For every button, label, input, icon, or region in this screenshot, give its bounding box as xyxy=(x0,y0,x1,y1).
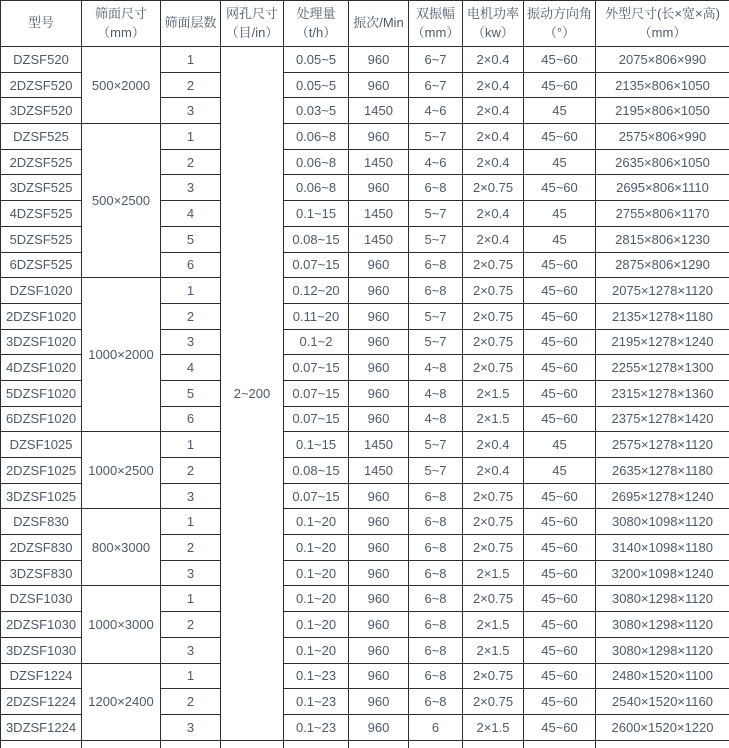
screen-size-cell: 800×3000 xyxy=(82,509,161,586)
angle-cell: 45~60 xyxy=(524,72,596,98)
dimensions-cell: 2875×806×1290 xyxy=(596,252,729,278)
power-cell: 2×0.75 xyxy=(463,689,524,715)
frequency-cell: 960 xyxy=(349,612,409,638)
angle-cell: 45~60 xyxy=(524,560,596,586)
table-row xyxy=(1,124,729,150)
layers-cell: 3 xyxy=(161,329,221,355)
capacity-cell: 0.1~20 xyxy=(284,612,349,638)
amplitude-cell: 5~7 xyxy=(409,226,463,252)
frequency-cell: 960 xyxy=(349,72,409,98)
layers-cell: 3 xyxy=(161,714,221,740)
header-dimensions: 外型尺寸(长×宽×高) （mm） xyxy=(596,1,729,47)
header-frequency xyxy=(349,1,409,47)
angle-cell: 45~60 xyxy=(524,329,596,355)
frequency-cell: 1450 xyxy=(349,98,409,124)
dimensions-cell: 2195×1278×1240 xyxy=(596,329,729,355)
capacity-cell: 0.12~20 xyxy=(284,278,349,304)
amplitude-cell: 5~7 xyxy=(409,458,463,484)
dimensions-cell: 2480×1520×1100 xyxy=(596,663,729,689)
power-cell: 2×0.4 xyxy=(463,458,524,484)
amplitude-cell: 6~8 xyxy=(409,175,463,201)
model-cell: 5DZSF1020 xyxy=(1,380,82,406)
angle-cell: 45~60 xyxy=(524,303,596,329)
empty-cell xyxy=(409,740,463,748)
model-cell: 2DZSF1224 xyxy=(1,689,82,715)
capacity-cell: 0.07~15 xyxy=(284,380,349,406)
power-cell: 2×0.4 xyxy=(463,124,524,150)
capacity-cell: 0.06~8 xyxy=(284,175,349,201)
capacity-cell: 0.07~15 xyxy=(284,252,349,278)
angle-cell: 45~60 xyxy=(524,637,596,663)
frequency-cell: 960 xyxy=(349,252,409,278)
dimensions-cell: 2635×806×1050 xyxy=(596,149,729,175)
capacity-cell: 0.06~8 xyxy=(284,149,349,175)
power-cell: 2×1.5 xyxy=(463,637,524,663)
angle-cell: 45~60 xyxy=(524,252,596,278)
amplitude-cell: 6~8 xyxy=(409,637,463,663)
header-power-label: 电机功率 xyxy=(466,5,519,21)
frequency-cell: 960 xyxy=(349,535,409,561)
power-cell: 2×1.5 xyxy=(463,612,524,638)
model-cell: 2DZSF1030 xyxy=(1,612,82,638)
frequency-cell: 960 xyxy=(349,483,409,509)
amplitude-cell: 5~7 xyxy=(409,201,463,227)
power-cell: 2×0.4 xyxy=(463,72,524,98)
header-model-label: 型号 xyxy=(27,15,54,31)
dimensions-cell: 2195×806×1050 xyxy=(596,98,729,124)
table-row xyxy=(1,663,729,689)
header-amplitude-label: 双振幅 xyxy=(415,5,455,21)
layers-cell: 1 xyxy=(161,432,221,458)
layers-cell: 3 xyxy=(161,175,221,201)
model-cell: 4DZSF525 xyxy=(1,201,82,227)
capacity-cell: 0.06~8 xyxy=(284,124,349,150)
frequency-cell: 960 xyxy=(349,406,409,432)
layers-cell: 2 xyxy=(161,535,221,561)
angle-cell: 45 xyxy=(524,201,596,227)
mesh-size-cell: 2~200 xyxy=(221,47,284,741)
empty-cell xyxy=(161,740,221,748)
power-cell: 2×0.75 xyxy=(463,355,524,381)
frequency-cell: 960 xyxy=(349,329,409,355)
header-model xyxy=(1,1,82,47)
power-cell: 2×0.4 xyxy=(463,149,524,175)
power-cell: 2×1.5 xyxy=(463,560,524,586)
amplitude-cell: 6~8 xyxy=(409,612,463,638)
power-cell: 2×0.75 xyxy=(463,535,524,561)
dimensions-cell: 2075×806×990 xyxy=(596,47,729,73)
header-layers-label: 筛面层数 xyxy=(164,15,217,31)
capacity-cell: 0.1~2 xyxy=(284,329,349,355)
empty-cell xyxy=(284,740,349,748)
amplitude-cell: 4~6 xyxy=(409,98,463,124)
amplitude-cell: 6~8 xyxy=(409,252,463,278)
model-cell: DZSF830 xyxy=(1,509,82,535)
amplitude-cell: 5~7 xyxy=(409,303,463,329)
frequency-cell: 1450 xyxy=(349,201,409,227)
capacity-cell: 0.1~20 xyxy=(284,535,349,561)
header-capacity: 处理量 （t/h） xyxy=(284,1,349,47)
angle-cell: 45~60 xyxy=(524,483,596,509)
angle-cell: 45 xyxy=(524,226,596,252)
layers-cell: 2 xyxy=(161,458,221,484)
dimensions-cell: 2575×1278×1120 xyxy=(596,432,729,458)
frequency-cell: 960 xyxy=(349,560,409,586)
angle-cell: 45 xyxy=(524,458,596,484)
frequency-cell: 960 xyxy=(349,663,409,689)
table-row xyxy=(1,47,729,73)
frequency-cell: 960 xyxy=(349,278,409,304)
frequency-cell: 960 xyxy=(349,175,409,201)
layers-cell: 4 xyxy=(161,355,221,381)
frequency-cell: 960 xyxy=(349,689,409,715)
angle-cell: 45~60 xyxy=(524,47,596,73)
dimensions-cell: 2375×1278×1420 xyxy=(596,406,729,432)
cropped-partial-row xyxy=(1,740,729,748)
capacity-cell: 0.07~15 xyxy=(284,483,349,509)
frequency-cell: 960 xyxy=(349,714,409,740)
amplitude-cell: 6~8 xyxy=(409,509,463,535)
frequency-cell: 960 xyxy=(349,47,409,73)
frequency-cell: 1450 xyxy=(349,432,409,458)
frequency-cell: 960 xyxy=(349,355,409,381)
dimensions-cell: 3080×1298×1120 xyxy=(596,637,729,663)
capacity-cell: 0.1~20 xyxy=(284,637,349,663)
amplitude-cell: 6~8 xyxy=(409,535,463,561)
layers-cell: 1 xyxy=(161,124,221,150)
amplitude-cell: 6 xyxy=(409,714,463,740)
dimensions-cell: 2600×1520×1220 xyxy=(596,714,729,740)
capacity-cell: 0.03~5 xyxy=(284,98,349,124)
empty-cell xyxy=(463,740,524,748)
model-cell: 3DZSF525 xyxy=(1,175,82,201)
model-cell: 2DZSF830 xyxy=(1,535,82,561)
power-cell: 2×0.4 xyxy=(463,432,524,458)
model-cell: DZSF1224 xyxy=(1,663,82,689)
dimensions-cell: 2575×806×990 xyxy=(596,124,729,150)
layers-cell: 2 xyxy=(161,612,221,638)
header-capacity-label: 处理量 xyxy=(296,5,336,21)
power-cell: 2×0.4 xyxy=(463,226,524,252)
dimensions-cell: 3080×1098×1120 xyxy=(596,509,729,535)
angle-cell: 45~60 xyxy=(524,175,596,201)
frequency-cell: 960 xyxy=(349,637,409,663)
layers-cell: 1 xyxy=(161,509,221,535)
layers-cell: 3 xyxy=(161,483,221,509)
layers-cell: 3 xyxy=(161,560,221,586)
screen-size-cell: 1000×2000 xyxy=(82,278,161,432)
model-cell: DZSF520 xyxy=(1,47,82,73)
amplitude-cell: 5~7 xyxy=(409,329,463,355)
frequency-cell: 960 xyxy=(349,509,409,535)
capacity-cell: 0.1~23 xyxy=(284,663,349,689)
amplitude-cell: 5~7 xyxy=(409,432,463,458)
model-cell: 2DZSF525 xyxy=(1,149,82,175)
empty-cell xyxy=(1,740,82,748)
table-row xyxy=(1,278,729,304)
screen-size-cell: 500×2500 xyxy=(82,124,161,278)
power-cell: 2×0.75 xyxy=(463,175,524,201)
model-cell: 2DZSF1020 xyxy=(1,303,82,329)
spec-table-body xyxy=(1,47,729,748)
empty-cell xyxy=(349,740,409,748)
header-layers xyxy=(161,1,221,47)
header-angle-label: 振动方向角 xyxy=(526,5,592,21)
angle-cell: 45~60 xyxy=(524,406,596,432)
dimensions-cell: 3080×1298×1120 xyxy=(596,586,729,612)
capacity-cell: 0.1~20 xyxy=(284,560,349,586)
header-screen-size-label: 筛面尺寸 xyxy=(94,5,147,21)
frequency-cell: 1450 xyxy=(349,149,409,175)
power-cell: 2×0.75 xyxy=(463,483,524,509)
angle-cell: 45~60 xyxy=(524,278,596,304)
model-cell: 6DZSF525 xyxy=(1,252,82,278)
header-angle: 振动方向角 （°） xyxy=(524,1,596,47)
header-amplitude: 双振幅 （mm） xyxy=(409,1,463,47)
power-cell: 2×0.75 xyxy=(463,303,524,329)
angle-cell: 45 xyxy=(524,149,596,175)
model-cell: 3DZSF520 xyxy=(1,98,82,124)
power-cell: 2×0.75 xyxy=(463,509,524,535)
power-cell: 2×0.75 xyxy=(463,586,524,612)
layers-cell: 1 xyxy=(161,278,221,304)
angle-cell: 45 xyxy=(524,432,596,458)
layers-cell: 6 xyxy=(161,252,221,278)
model-cell: 3DZSF1224 xyxy=(1,714,82,740)
layers-cell: 5 xyxy=(161,226,221,252)
layers-cell: 5 xyxy=(161,380,221,406)
model-cell: DZSF1025 xyxy=(1,432,82,458)
dimensions-cell: 3080×1298×1120 xyxy=(596,612,729,638)
frequency-cell: 960 xyxy=(349,586,409,612)
screen-size-cell: 1000×3000 xyxy=(82,586,161,663)
frequency-cell: 1450 xyxy=(349,226,409,252)
dimensions-cell: 2255×1278×1300 xyxy=(596,355,729,381)
header-row xyxy=(1,1,729,47)
capacity-cell: 0.1~23 xyxy=(284,714,349,740)
power-cell: 2×0.4 xyxy=(463,98,524,124)
model-cell: 4DZSF1020 xyxy=(1,355,82,381)
amplitude-cell: 6~8 xyxy=(409,689,463,715)
screen-size-cell: 1000×2500 xyxy=(82,432,161,509)
amplitude-cell: 4~8 xyxy=(409,380,463,406)
dimensions-cell: 2135×1278×1180 xyxy=(596,303,729,329)
empty-cell xyxy=(524,740,596,748)
capacity-cell: 0.11~20 xyxy=(284,303,349,329)
layers-cell: 3 xyxy=(161,637,221,663)
dimensions-cell: 2135×806×1050 xyxy=(596,72,729,98)
capacity-cell: 0.1~20 xyxy=(284,509,349,535)
dimensions-cell: 2755×806×1170 xyxy=(596,201,729,227)
dimensions-cell: 2075×1278×1120 xyxy=(596,278,729,304)
capacity-cell: 0.1~23 xyxy=(284,689,349,715)
layers-cell: 2 xyxy=(161,149,221,175)
dimensions-cell: 2815×806×1230 xyxy=(596,226,729,252)
table-row xyxy=(1,586,729,612)
power-cell: 2×0.4 xyxy=(463,47,524,73)
layers-cell: 3 xyxy=(161,98,221,124)
power-cell: 2×0.75 xyxy=(463,278,524,304)
power-cell: 2×0.75 xyxy=(463,663,524,689)
angle-cell: 45~60 xyxy=(524,714,596,740)
screen-size-cell: 500×2000 xyxy=(82,47,161,124)
angle-cell: 45~60 xyxy=(524,509,596,535)
amplitude-cell: 6~8 xyxy=(409,560,463,586)
layers-cell: 1 xyxy=(161,586,221,612)
model-cell: 2DZSF1025 xyxy=(1,458,82,484)
angle-cell: 45~60 xyxy=(524,124,596,150)
amplitude-cell: 6~8 xyxy=(409,278,463,304)
angle-cell: 45~60 xyxy=(524,586,596,612)
capacity-cell: 0.07~15 xyxy=(284,406,349,432)
screen-size-cell: 1200×2400 xyxy=(82,663,161,740)
header-dimensions-label: 外型尺寸(长×宽×高) xyxy=(605,5,720,21)
dimensions-cell: 3140×1098×1180 xyxy=(596,535,729,561)
amplitude-cell: 6~7 xyxy=(409,47,463,73)
power-cell: 2×0.4 xyxy=(463,201,524,227)
power-cell: 2×0.75 xyxy=(463,252,524,278)
amplitude-cell: 5~7 xyxy=(409,124,463,150)
capacity-cell: 0.1~15 xyxy=(284,201,349,227)
empty-cell xyxy=(82,740,161,748)
layers-cell: 1 xyxy=(161,663,221,689)
frequency-cell: 960 xyxy=(349,380,409,406)
capacity-cell: 0.07~15 xyxy=(284,355,349,381)
frequency-cell: 960 xyxy=(349,124,409,150)
layers-cell: 2 xyxy=(161,303,221,329)
capacity-cell: 0.1~20 xyxy=(284,586,349,612)
model-cell: 6DZSF1020 xyxy=(1,406,82,432)
amplitude-cell: 4~8 xyxy=(409,406,463,432)
capacity-cell: 0.05~5 xyxy=(284,47,349,73)
power-cell: 2×1.5 xyxy=(463,406,524,432)
frequency-cell: 1450 xyxy=(349,458,409,484)
model-cell: 3DZSF830 xyxy=(1,560,82,586)
angle-cell: 45~60 xyxy=(524,612,596,638)
capacity-cell: 0.08~15 xyxy=(284,226,349,252)
dimensions-cell: 2635×1278×1180 xyxy=(596,458,729,484)
angle-cell: 45~60 xyxy=(524,663,596,689)
capacity-cell: 0.05~5 xyxy=(284,72,349,98)
frequency-cell: 960 xyxy=(349,303,409,329)
angle-cell: 45~60 xyxy=(524,535,596,561)
table-row xyxy=(1,509,729,535)
model-cell: 3DZSF1025 xyxy=(1,483,82,509)
model-cell: DZSF1030 xyxy=(1,586,82,612)
angle-cell: 45~60 xyxy=(524,355,596,381)
empty-cell xyxy=(596,740,729,748)
angle-cell: 45~60 xyxy=(524,380,596,406)
layers-cell: 6 xyxy=(161,406,221,432)
model-cell: DZSF1020 xyxy=(1,278,82,304)
model-cell: DZSF525 xyxy=(1,124,82,150)
dimensions-cell: 2315×1278×1360 xyxy=(596,380,729,406)
amplitude-cell: 6~8 xyxy=(409,586,463,612)
amplitude-cell: 6~8 xyxy=(409,483,463,509)
header-mesh-size-label: 网孔尺寸 xyxy=(225,5,278,21)
amplitude-cell: 4~6 xyxy=(409,149,463,175)
model-cell: 3DZSF1030 xyxy=(1,637,82,663)
capacity-cell: 0.08~15 xyxy=(284,458,349,484)
table-row xyxy=(1,432,729,458)
empty-cell xyxy=(221,740,284,748)
dimensions-cell: 2540×1520×1160 xyxy=(596,689,729,715)
header-frequency-label: 振次/Min xyxy=(353,15,404,31)
power-cell: 2×1.5 xyxy=(463,380,524,406)
dimensions-cell: 2695×1278×1240 xyxy=(596,483,729,509)
model-cell: 3DZSF1020 xyxy=(1,329,82,355)
dimensions-cell: 3200×1098×1240 xyxy=(596,560,729,586)
layers-cell: 1 xyxy=(161,47,221,73)
header-screen-size: 筛面尺寸 （mm） xyxy=(82,1,161,47)
header-power: 电机功率 （kw） xyxy=(463,1,524,47)
capacity-cell: 0.1~15 xyxy=(284,432,349,458)
table-header xyxy=(1,1,729,47)
layers-cell: 2 xyxy=(161,689,221,715)
layers-cell: 2 xyxy=(161,72,221,98)
dimensions-cell: 2695×806×1110 xyxy=(596,175,729,201)
amplitude-cell: 6~8 xyxy=(409,663,463,689)
layers-cell: 4 xyxy=(161,201,221,227)
header-mesh-size: 网孔尺寸 （目/in） xyxy=(221,1,284,47)
model-cell: 5DZSF525 xyxy=(1,226,82,252)
angle-cell: 45~60 xyxy=(524,689,596,715)
angle-cell: 45 xyxy=(524,98,596,124)
amplitude-cell: 4~8 xyxy=(409,355,463,381)
model-cell: 2DZSF520 xyxy=(1,72,82,98)
power-cell: 2×1.5 xyxy=(463,714,524,740)
amplitude-cell: 6~7 xyxy=(409,72,463,98)
power-cell: 2×0.75 xyxy=(463,329,524,355)
